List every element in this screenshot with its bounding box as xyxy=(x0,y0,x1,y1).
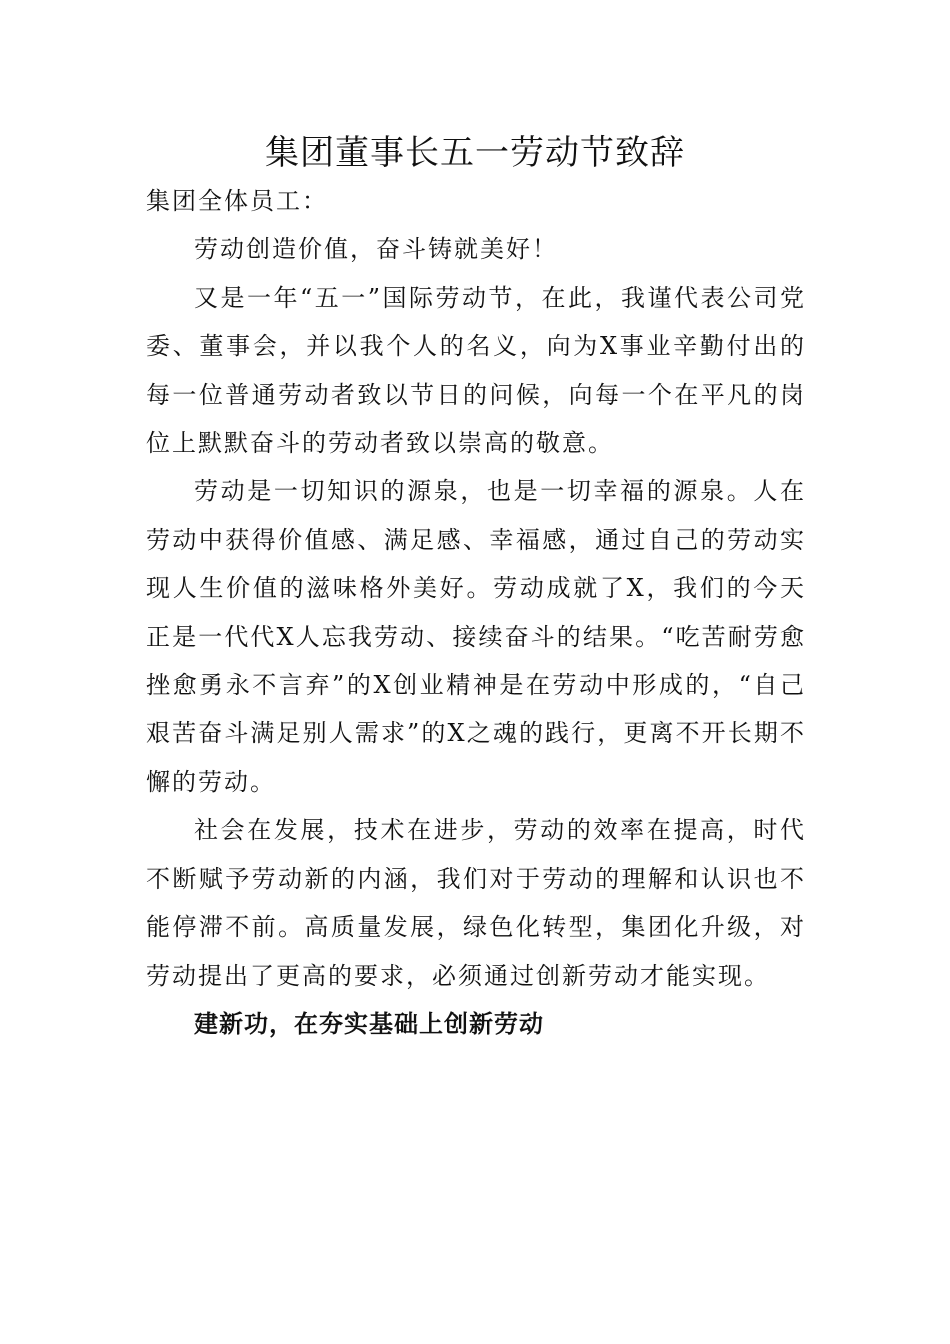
paragraph-greeting: 又是一年“五一”国际劳动节，在此，我谨代表公司党委、董事会，并以我个人的名义，向为X事业辛勤付出的每一位普通劳动者致以节日的问候，向每一个在平凡的岗位上默默奋斗的劳动者致以崇高的敬意。 xyxy=(146,283,806,458)
document-body xyxy=(146,177,806,1048)
section-heading: 建新功，在夯实基础上创新劳动 xyxy=(194,1009,544,1038)
salutation: 集团全体员工： xyxy=(146,187,328,215)
paragraph-innovation: 社会在发展，技术在进步，劳动的效率在提高，时代不断赋予劳动新的内涵，我们对于劳动的理解和认识也不能停滞不前。高质量发展，绿色化转型，集团化升级，对劳动提出了更高的要求，必须通过创新劳动才能实现。 xyxy=(146,816,806,990)
paragraph-labor-source: 劳动是一切知识的源泉，也是一切幸福的源泉。人在劳动中获得价值感、满足感、幸福感，通过自己的劳动实现人生价值的滋味格外美好。劳动成就了X，我们的今天正是一代代X人忘我劳动、接续奋斗的结果。“吃苦耐劳愈挫愈勇永不言弃”的X创业精神是在劳动中形成的，“自己艰苦奋斗满足别人需求”的X之魂的践行，更离不开长期不懈的劳动。 xyxy=(146,477,806,796)
document-title: 集团董事长五一劳动节致辞 xyxy=(265,133,685,173)
paragraph-motto: 劳动创造价值，奋斗铸就美好！ xyxy=(194,235,558,264)
